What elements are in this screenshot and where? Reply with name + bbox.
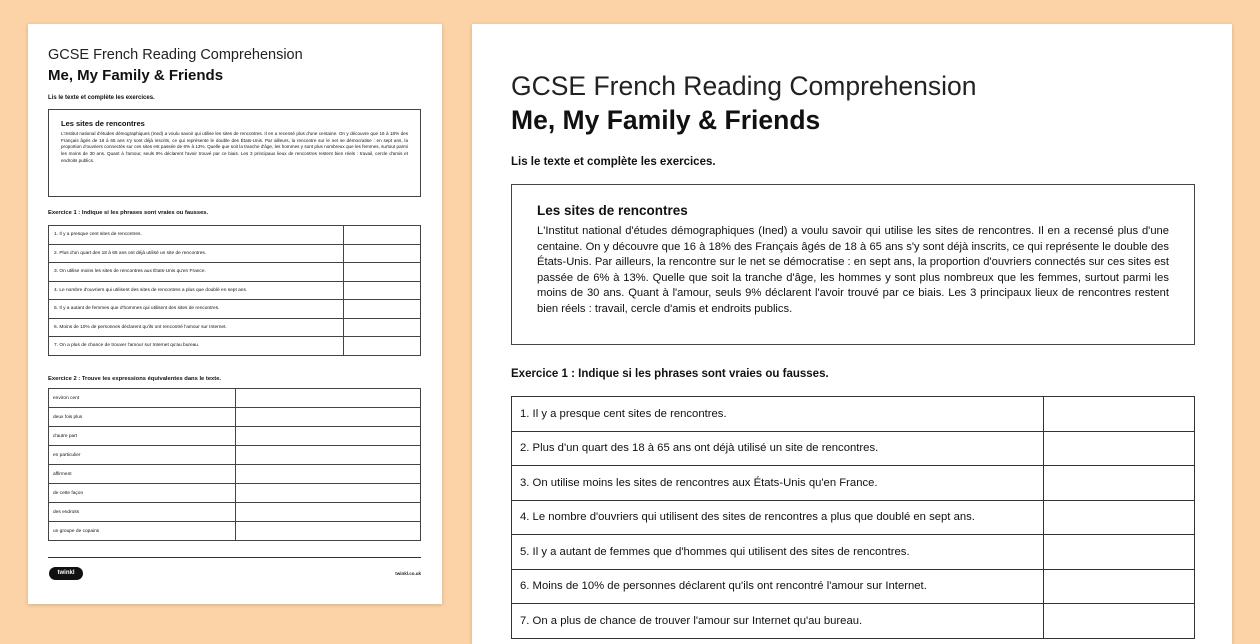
statement-cell: 5. Il y a autant de femmes que d'hommes qui utilisent des sites de rencontres. bbox=[512, 535, 1044, 570]
exercise2-title: Exercice 2 : Trouve les expressions équivalentes dans le texte. bbox=[48, 376, 222, 382]
reading-text-title: Les sites de rencontres bbox=[537, 203, 688, 218]
statement-cell: 7. On a plus de chance de trouver l'amour sur Internet qu'au bureau. bbox=[512, 604, 1044, 639]
instruction-text: Lis le texte et complète les exercices. bbox=[511, 156, 716, 168]
statement-cell: 2. Plus d'un quart des 18 à 65 ans ont déjà utilisé un site de rencontres. bbox=[512, 431, 1044, 466]
twinkl-logo: twinkl bbox=[49, 567, 83, 580]
expression-cell: environ cent bbox=[49, 389, 236, 408]
statement-cell: 7. On a plus de chance de trouver l'amour sur Internet qu'au bureau. bbox=[49, 337, 344, 356]
answer-cell[interactable] bbox=[1044, 604, 1195, 639]
expression-cell: un groupe de copains bbox=[49, 522, 236, 541]
statement-cell: 3. On utilise moins les sites de rencontres aux États-Unis qu'en France. bbox=[49, 263, 344, 282]
table-row bbox=[49, 446, 421, 465]
statement-cell: 4. Le nombre d'ouvriers qui utilisent des sites de rencontres a plus que doublé en sept ans. bbox=[512, 500, 1044, 535]
worksheet-subtitle: Me, My Family & Friends bbox=[48, 67, 224, 84]
answer-cell[interactable] bbox=[344, 300, 421, 319]
statement-cell: 3. On utilise moins les sites de rencontres aux États-Unis qu'en France. bbox=[512, 466, 1044, 501]
expression-cell: en particulier bbox=[49, 446, 236, 465]
worksheet-thumbnail bbox=[28, 24, 442, 604]
expression-cell: des endroits bbox=[49, 503, 236, 522]
table-row bbox=[49, 465, 421, 484]
answer-cell[interactable] bbox=[344, 318, 421, 337]
answer-cell[interactable] bbox=[344, 226, 421, 245]
table-row bbox=[49, 427, 421, 446]
table-row bbox=[512, 569, 1195, 604]
expression-cell: deux fois plus bbox=[49, 408, 236, 427]
answer-cell[interactable] bbox=[236, 465, 421, 484]
answer-cell[interactable] bbox=[236, 427, 421, 446]
answer-cell[interactable] bbox=[344, 281, 421, 300]
exercise2-table bbox=[48, 388, 421, 541]
table-row bbox=[512, 466, 1195, 501]
answer-cell[interactable] bbox=[344, 244, 421, 263]
table-row bbox=[49, 337, 421, 356]
answer-cell[interactable] bbox=[1044, 431, 1195, 466]
reading-text-body: L'Institut national d'études démographiques (Ined) a voulu savoir qui utilise les sites de rencontres. Il en a recensé plus d'une centaine. On y découvre que 16 à 18% des Français âgés de 18 à 65 ans s'y sont déjà inscrits, ce qui représente le double des États-Unis. Par ailleurs, la rencontre sur le net se démocratise : en sept ans, la proportion d'ouvriers connectés sur ces sites est passée de 6% à 13%. Quelle que soit la tranche d'âge, les hommes y sont plus nombreux que les femmes, surtout parmi les moins de 30 ans. Quant à l'amour, seuls 9% déclarent l'avoir trouvé par ce biais. Les 3 principaux lieux de rencontres restent bien réels : travail, cercle d'amis et endroits publics. bbox=[61, 131, 408, 163]
statement-cell: 2. Plus d'un quart des 18 à 65 ans ont déjà utilisé un site de rencontres. bbox=[49, 244, 344, 263]
worksheet-title: GCSE French Reading Comprehension bbox=[511, 71, 977, 101]
table-row bbox=[512, 604, 1195, 639]
answer-cell[interactable] bbox=[1044, 466, 1195, 501]
answer-cell[interactable] bbox=[236, 446, 421, 465]
reading-text-body: L'Institut national d'études démographiques (Ined) a voulu savoir qui utilise les sites de rencontres. Il en a recensé plus d'une centaine. On y découvre que 16 à 18% des Français âgés de 18 à 65 ans s'y sont déjà inscrits, ce qui représente le double des États-Unis. Par ailleurs, la rencontre sur le net se démocratise : en sept ans, la proportion d'ouvriers connectés sur ces sites est passée de 6% à 13%. Quelle que soit la tranche d'âge, les hommes y sont plus nombreux que les femmes, surtout parmi les moins de 30 ans. Quant à l'amour, seuls 9% déclarent l'avoir trouvé par ce biais. Les 3 principaux lieux de rencontres restent bien réels : travail, cercle d'amis et endroits publics. bbox=[537, 225, 1169, 315]
table-row bbox=[49, 503, 421, 522]
answer-cell[interactable] bbox=[236, 522, 421, 541]
reading-text-box bbox=[48, 109, 421, 197]
answer-cell[interactable] bbox=[344, 263, 421, 282]
statement-cell: 4. Le nombre d'ouvriers qui utilisent des sites de rencontres a plus que doublé en sept ans. bbox=[49, 281, 344, 300]
exercise1-table bbox=[511, 396, 1195, 639]
answer-cell[interactable] bbox=[236, 484, 421, 503]
exercise1-title: Exercice 1 : Indique si les phrases sont vraies ou fausses. bbox=[48, 210, 209, 216]
table-row bbox=[49, 244, 421, 263]
table-row bbox=[49, 263, 421, 282]
expression-cell: d'autre part bbox=[49, 427, 236, 446]
answer-cell[interactable] bbox=[1044, 535, 1195, 570]
table-row bbox=[49, 300, 421, 319]
table-row bbox=[512, 397, 1195, 432]
exercise1-table bbox=[48, 225, 421, 356]
table-row bbox=[49, 522, 421, 541]
table-row bbox=[512, 535, 1195, 570]
instruction-text: Lis le texte et complète les exercices. bbox=[48, 95, 155, 101]
table-row bbox=[512, 500, 1195, 535]
expression-cell: de cette façon bbox=[49, 484, 236, 503]
answer-cell[interactable] bbox=[1044, 500, 1195, 535]
answer-cell[interactable] bbox=[236, 503, 421, 522]
answer-cell[interactable] bbox=[1044, 397, 1195, 432]
statement-cell: 6. Moins de 10% de personnes déclarent qu'ils ont rencontré l'amour sur Internet. bbox=[512, 569, 1044, 604]
table-row bbox=[49, 408, 421, 427]
table-row bbox=[49, 226, 421, 245]
footer-url: twinkl.co.uk bbox=[395, 571, 421, 576]
reading-text-box bbox=[511, 184, 1195, 345]
footer-divider bbox=[48, 557, 421, 558]
worksheet-subtitle: Me, My Family & Friends bbox=[511, 105, 821, 135]
statement-cell: 1. Il y a presque cent sites de rencontres. bbox=[512, 397, 1044, 432]
table-row bbox=[49, 281, 421, 300]
exercise1-title: Exercice 1 : Indique si les phrases sont vraies ou fausses. bbox=[511, 368, 829, 380]
worksheet-zoomed bbox=[472, 24, 1232, 644]
worksheet-title: GCSE French Reading Comprehension bbox=[48, 47, 303, 63]
statement-cell: 6. Moins de 10% de personnes déclarent qu'ils ont rencontré l'amour sur Internet. bbox=[49, 318, 344, 337]
answer-cell[interactable] bbox=[236, 408, 421, 427]
answer-cell[interactable] bbox=[236, 389, 421, 408]
answer-cell[interactable] bbox=[1044, 569, 1195, 604]
table-row bbox=[512, 431, 1195, 466]
table-row bbox=[49, 389, 421, 408]
expression-cell: affirment bbox=[49, 465, 236, 484]
statement-cell: 1. Il y a presque cent sites de rencontres. bbox=[49, 226, 344, 245]
answer-cell[interactable] bbox=[344, 337, 421, 356]
reading-text-title: Les sites de rencontres bbox=[61, 119, 145, 128]
statement-cell: 5. Il y a autant de femmes que d'hommes qui utilisent des sites de rencontres. bbox=[49, 300, 344, 319]
table-row bbox=[49, 484, 421, 503]
table-row bbox=[49, 318, 421, 337]
